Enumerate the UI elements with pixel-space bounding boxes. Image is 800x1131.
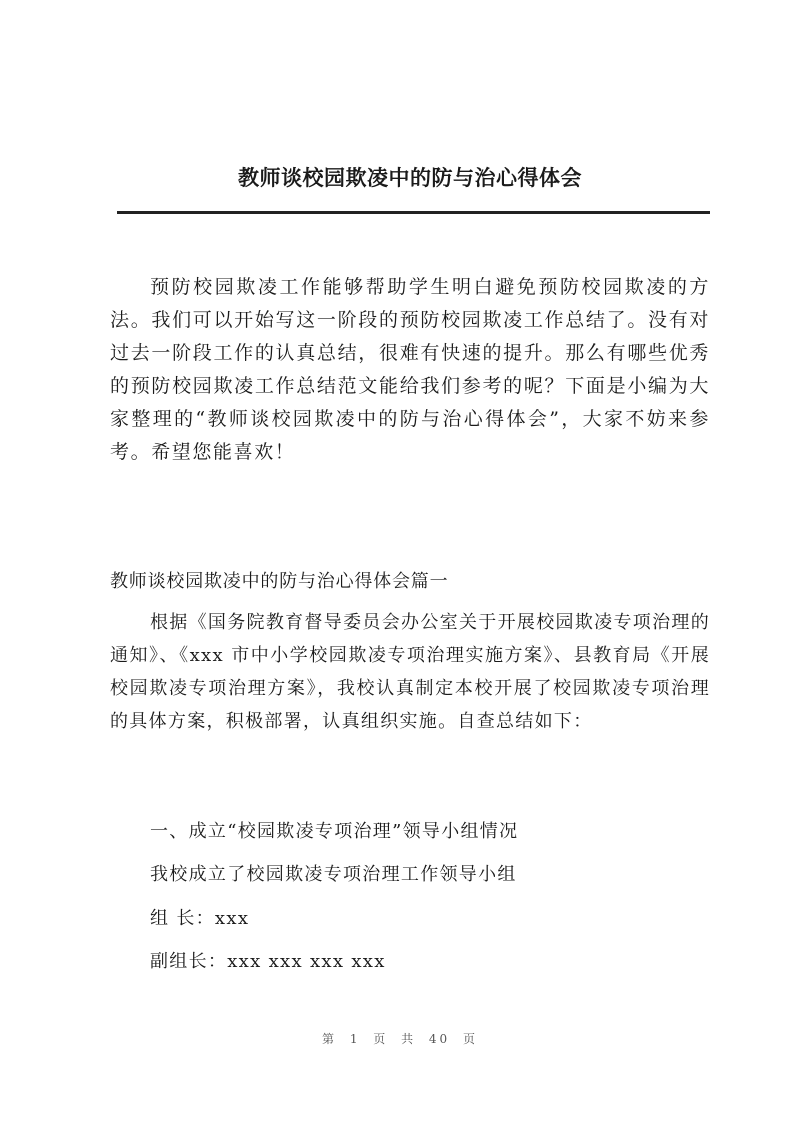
body-line-group-established: 我校成立了校园欺凌专项治理工作领导小组 <box>150 864 517 885</box>
section-heading: 教师谈校园欺凌中的防与治心得体会篇一 <box>110 571 449 592</box>
subheading-leadership-group: 一、成立“校园欺凌专项治理”领导小组情况 <box>150 821 519 842</box>
body-line-group-leader: 组 长：xxx <box>150 908 250 929</box>
title-underline <box>117 211 710 214</box>
body-paragraph-1: 根据《国务院教育督导委员会办公室关于开展校园欺凌专项治理的通知》、《xxx 市中小学校园欺凌专项治理实施方案》、县教育局《开展校园欺凌专项治理方案》，我校认真制定本校开展了校园欺凌专项治理的具体方案，积极部署，认真组织实施。自查总结如下： <box>110 612 710 732</box>
document-title: 教师谈校园欺凌中的防与治心得体会 <box>238 165 582 190</box>
page-number-footer: 第 1 页 共 40 页 <box>322 1032 478 1046</box>
intro-paragraph: 预防校园欺凌工作能够帮助学生明白避免预防校园欺凌的方法。我们可以开始写这一阶段的预防校园欺凌工作总结了。没有对过去一阶段工作的认真总结，很难有快速的提升。那么有哪些优秀的预防校园欺凌工作总结范文能给我们参考的呢？下面是小编为大家整理的“教师谈校园欺凌中的防与治心得体会”，大家不妨来参考。希望您能喜欢！ <box>110 276 710 463</box>
body-line-deputy-leaders: 副组长：xxx xxx xxx xxx <box>150 951 386 972</box>
